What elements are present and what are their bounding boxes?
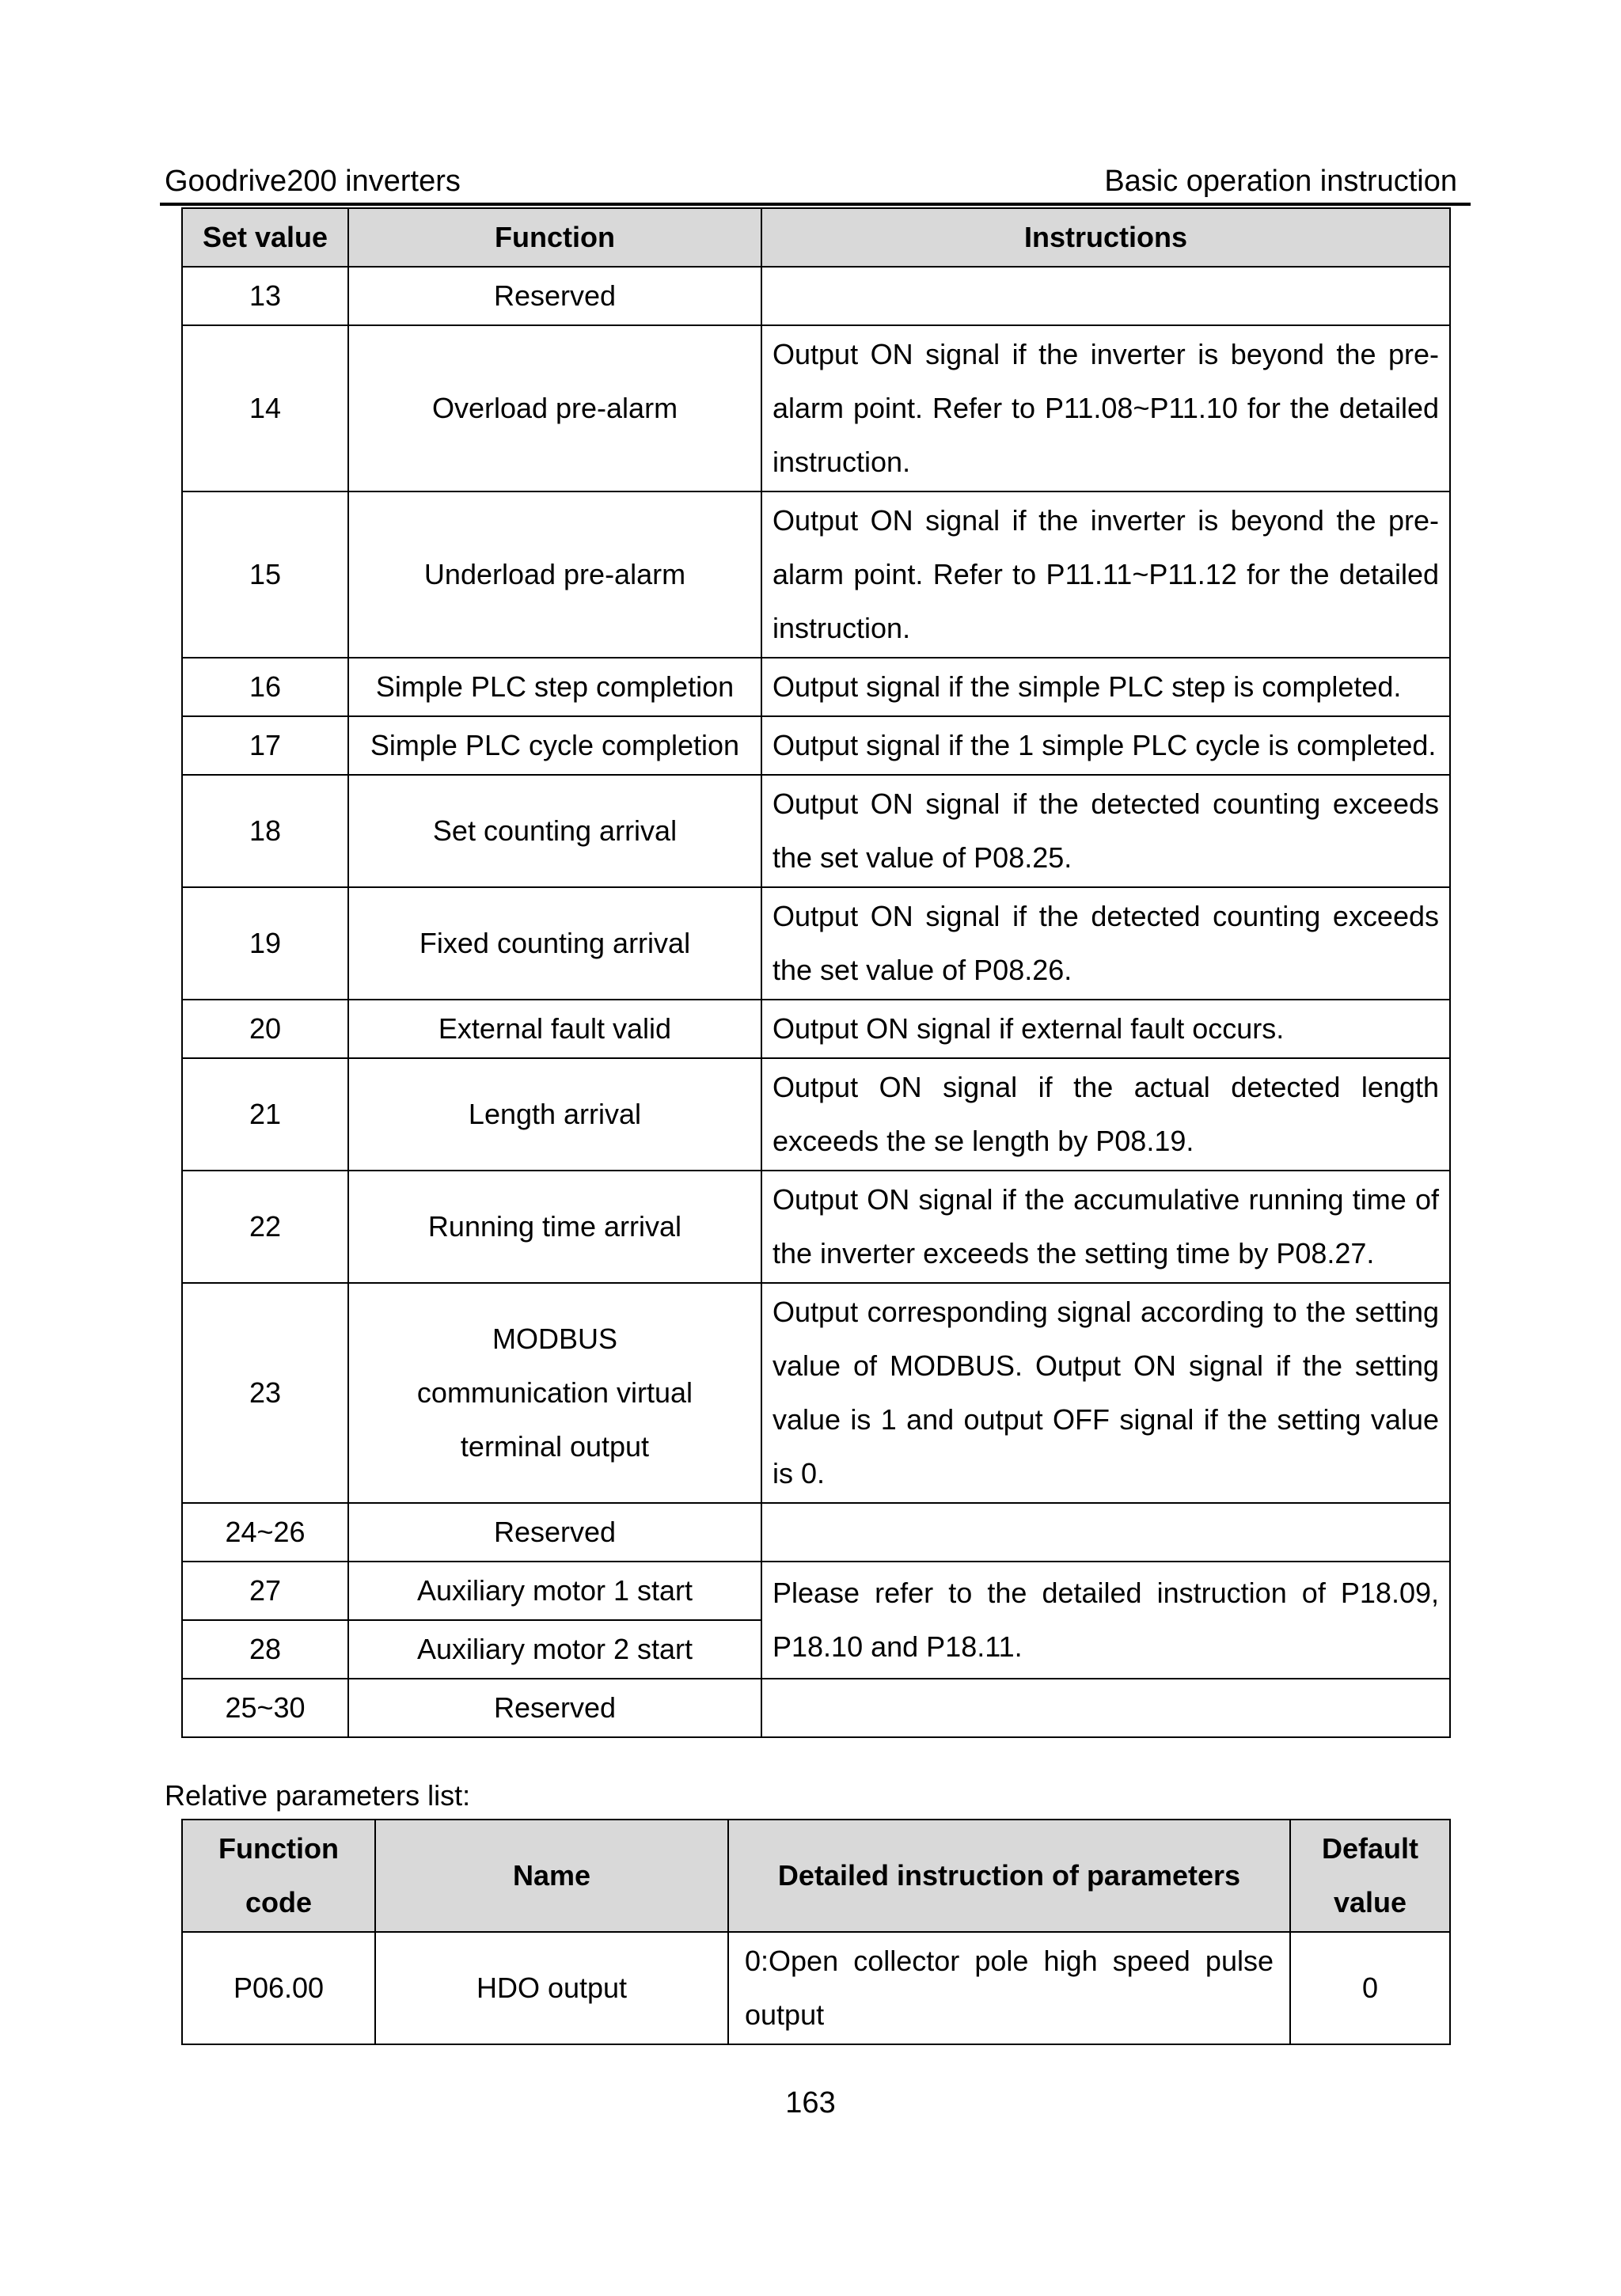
- table-row: [182, 1000, 1450, 1058]
- header-rule: [160, 203, 1471, 206]
- set-value-cell: 25~30: [182, 1679, 348, 1737]
- set-value-cell: 27: [182, 1562, 348, 1620]
- table-row: [182, 491, 1450, 658]
- column-header-function-code: Function code: [182, 1820, 375, 1932]
- function-cell: Reserved: [348, 267, 761, 325]
- relative-parameters-caption: Relative parameters list:: [165, 1779, 471, 1812]
- function-cell: External fault valid: [348, 1000, 761, 1058]
- table-row: [182, 1283, 1450, 1503]
- column-header-instructions: Instructions: [761, 208, 1450, 267]
- table-row: [182, 1932, 1450, 2044]
- table-row: [182, 1503, 1450, 1562]
- column-header-name: Name: [375, 1820, 728, 1932]
- table-row: [182, 887, 1450, 1000]
- function-cell: Simple PLC cycle completion: [348, 716, 761, 775]
- function-cell: Running time arrival: [348, 1171, 761, 1283]
- function-cell: Auxiliary motor 2 start: [348, 1620, 761, 1679]
- header-title-left: Goodrive200 inverters: [165, 165, 461, 198]
- function-cell: Set counting arrival: [348, 775, 761, 887]
- instruction-cell: Output ON signal if the inverter is beyond the pre-alarm point. Refer to P11.11~P11.12 for the detailed instruction.: [761, 491, 1450, 658]
- function-cell: Auxiliary motor 1 start: [348, 1562, 761, 1620]
- table-row: [182, 716, 1450, 775]
- set-value-cell: 15: [182, 491, 348, 658]
- column-header-function: Function: [348, 208, 761, 267]
- table-row: [182, 1562, 1450, 1620]
- instruction-cell: Output corresponding signal according to the setting value of MODBUS. Output ON signal if the setting value is 1 and output OFF signal if the setting value is 0.: [761, 1283, 1450, 1503]
- set-value-cell: 24~26: [182, 1503, 348, 1562]
- table-row: [182, 325, 1450, 491]
- parameter-name-cell: HDO output: [375, 1932, 728, 2044]
- instruction-cell: Output ON signal if the inverter is beyond the pre-alarm point. Refer to P11.08~P11.10 for the detailed instruction.: [761, 325, 1450, 491]
- page-number: 163: [785, 2086, 836, 2120]
- set-value-cell: 14: [182, 325, 348, 491]
- instruction-cell: Output signal if the 1 simple PLC cycle is completed.: [761, 716, 1450, 775]
- table-row: [182, 658, 1450, 716]
- function-cell: Simple PLC step completion: [348, 658, 761, 716]
- header-title-right: Basic operation instruction: [1104, 165, 1457, 198]
- table-header-row: [182, 208, 1450, 267]
- parameter-detail-cell: 0:Open collector pole high speed pulse output: [728, 1932, 1290, 2044]
- instruction-cell: Output ON signal if the detected counting exceeds the set value of P08.25.: [761, 775, 1450, 887]
- set-value-cell: 21: [182, 1058, 348, 1171]
- instruction-cell: [761, 267, 1450, 325]
- instruction-cell: Output ON signal if the accumulative running time of the inverter exceeds the setting time by P08.27.: [761, 1171, 1450, 1283]
- instruction-cell: Output ON signal if external fault occurs.: [761, 1000, 1450, 1058]
- set-value-cell: 20: [182, 1000, 348, 1058]
- function-cell: Reserved: [348, 1679, 761, 1737]
- instruction-cell: Output signal if the simple PLC step is completed.: [761, 658, 1450, 716]
- set-value-cell: 22: [182, 1171, 348, 1283]
- table-row: [182, 1679, 1450, 1737]
- function-cell: Length arrival: [348, 1058, 761, 1171]
- column-header-default-value: Default value: [1290, 1820, 1450, 1932]
- default-value-cell: 0: [1290, 1932, 1450, 2044]
- table-row: [182, 1171, 1450, 1283]
- function-cell: Reserved: [348, 1503, 761, 1562]
- function-code-cell: P06.00: [182, 1932, 375, 2044]
- instruction-cell: [761, 1503, 1450, 1562]
- set-value-cell: 18: [182, 775, 348, 887]
- function-cell: Overload pre-alarm: [348, 325, 761, 491]
- instruction-cell: Please refer to the detailed instruction of P18.09, P18.10 and P18.11.: [761, 1562, 1450, 1679]
- table-header-row: [182, 1820, 1450, 1932]
- table-row: [182, 267, 1450, 325]
- table-row: [182, 775, 1450, 887]
- set-value-cell: 23: [182, 1283, 348, 1503]
- instruction-cell: [761, 1679, 1450, 1737]
- function-cell: MODBUS communication virtual terminal output: [348, 1283, 761, 1503]
- relative-parameters-table: [181, 1819, 1451, 2045]
- set-value-cell: 13: [182, 267, 348, 325]
- instruction-cell: Output ON signal if the detected counting exceeds the set value of P08.26.: [761, 887, 1450, 1000]
- column-header-detailed-instruction: Detailed instruction of parameters: [728, 1820, 1290, 1932]
- table-row: [182, 1058, 1450, 1171]
- set-value-cell: 16: [182, 658, 348, 716]
- column-header-set-value: Set value: [182, 208, 348, 267]
- function-cell: Fixed counting arrival: [348, 887, 761, 1000]
- set-value-cell: 19: [182, 887, 348, 1000]
- instruction-cell: Output ON signal if the actual detected length exceeds the se length by P08.19.: [761, 1058, 1450, 1171]
- set-value-cell: 17: [182, 716, 348, 775]
- function-cell: Underload pre-alarm: [348, 491, 761, 658]
- output-function-table: [181, 207, 1451, 1738]
- set-value-cell: 28: [182, 1620, 348, 1679]
